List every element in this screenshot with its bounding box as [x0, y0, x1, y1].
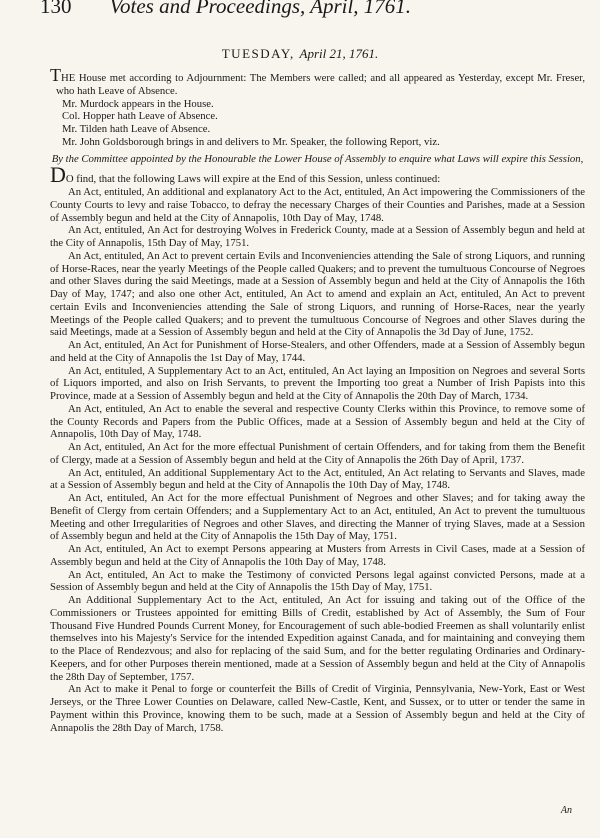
date-value: April 21, 1761.	[299, 46, 379, 61]
law-entry: An Act, entituled, An Act for the more effectual Punishment of Negroes and other Slaves; and for taking away the Benefit of Clergy from certain Offenders; and a Supplementary Act to an Act, entituled, An Act to prevent the tumultuous Meeting and other Irregularities of Negroes and other Slaves, and directing the Manner of trying Slaves, made at a Session of Assembly begun and held at the City of Annapolis the 15th Day of May, 1751.	[50, 492, 585, 543]
drop-cap: T	[50, 65, 61, 85]
running-head	[40, 0, 560, 18]
law-entry: An Act, entituled, A Supplementary Act to an Act, entituled, An Act laying an Imposition on Negroes and several Sorts of Liquors imported, and also on Irish Servants, to prevent the Importing too great a Number of Irish Papists into this Province, made at a Session of Assembly begun and held at the City of Annapolis the 20th Day of March, 1734.	[50, 364, 585, 402]
law-entry: An Act, entituled, An additional and explanatory Act to the Act, entituled, An Act impowering the Commissioners of the County Courts to levy and raise Tobacco, to defray the necessary Charges of their Counties and Parishes, made at a Session of Assembly begun and held at the City of Annapolis, 10th Day of May, 1748.	[50, 186, 585, 224]
opening-paragraph	[50, 65, 585, 98]
attendance-line: Mr. Tilden hath Leave of Absence.	[62, 123, 211, 135]
page-number: 130	[40, 0, 72, 18]
attendance-line: Mr. John Goldsborough brings in and delivers to Mr. Speaker, the following Report, viz.	[62, 135, 440, 148]
law-entry: An Act to make it Penal to forge or counterfeit the Bills of Credit of Virginia, Pennsylvania, New-York, East or West Jerseys, or the Three Lower Counties on Delaware, called New-Castle, Kent, and Sussex, or to utter or tender the same in Payment within this Province, knowing them to be such, made at a Session of Assembly begun and held at the City of Annapolis the 28th Day of March, 1758.	[50, 683, 585, 734]
running-head-title: Votes and Proceedings, April, 1761.	[109, 0, 412, 18]
law-entry: An Act, entituled, An Act for destroying Wolves in Frederick County, made at a Session of Assembly begun and held at the City of Annapolis, 15th Day of May, 1751.	[50, 224, 585, 249]
attendance-line: Mr. Murdock appears in the House.	[62, 97, 214, 110]
opening-text: HE House met according to Adjournment: The Members were called; and all appeared as Yesterday, except Mr. Freser, who hath Leave of Absence.	[56, 72, 585, 97]
report-intro	[50, 162, 585, 188]
law-entry: An Act, entituled, An Act to exempt Persons appearing at Musters from Arrests in Civil Cases, made at a Session of Assembly begun and held at the City of Annapolis the 10th Day of May, 1748.	[50, 543, 585, 568]
law-entry: An Act, entituled, An Act to prevent certain Evils and Inconveniencies attending the Sale of strong Liquors, and running of Horse-Races, near the yearly Meetings of the People called Quakers; and to prevent the tumultuous Concourse of Negroes and other Slaves during the said Meetings, made at a Session of Assembly begun and held at the City of Annapolis the 16th Day of May, 1747; and also one other Act, entituled, An Act to amend and explain an Act, entituled, An Act to prevent certain Evils and Inconveniencies attending the Sale of strong Liquors, and running of Horse-Races, near the yearly Meetings of the People called Quakers; and to prevent the tumultuous Concourse of Negroes and other Slaves during the said Meetings, made at a Session of Assembly begun and held at the City of Annapolis the 3d Day of June, 1752.	[50, 249, 585, 339]
drop-cap: D	[50, 162, 66, 188]
proceedings-body	[50, 65, 585, 734]
catchword: An	[560, 805, 572, 816]
date-heading	[0, 46, 600, 62]
report-heading: By the Committee appointed by the Honourable the Lower House of Assembly to enquire what Laws will expire this Session,	[51, 152, 584, 165]
law-entry: An Act, entituled, An additional Supplementary Act to the Act, entituled, An Act relating to Servants and Slaves, made at a Session of Assembly begun and held at the City of Annapolis the 10th Day of May, 1748.	[50, 466, 585, 492]
law-entry: An Act, entituled, An Act for Punishment of Horse-Stealers, and other Offenders, made at a Session of Assembly begun and held at the City of Annapolis the 1st Day of May, 1744.	[50, 339, 585, 364]
date-weekday: TUESDAY,	[221, 46, 295, 61]
attendance-line: Col. Hopper hath Leave of Absence.	[62, 110, 218, 123]
law-entry: An Act, entituled, An Act to enable the several and respective County Clerks within this Province, to remove some of the County Records and Papers from the Public Offices, made at a Session of Assembly begun and held at the City of Annapolis, 10th Day of May, 1748.	[50, 402, 585, 441]
report-intro-text: O find, that the following Laws will expire at the End of this Session, unless continued:	[65, 173, 441, 186]
law-entry: An Act, entituled, An Act to make the Testimony of convicted Persons legal against convicted Persons, made at a Session of Assembly begun and held at the City of Annapolis the 15th Day of May, 1751.	[50, 568, 585, 594]
law-entry: An Act, entituled, An Act for the more effectual Punishment of certain Offenders, and for taking from them the Benefit of Clergy, made at a Session of Assembly begun and held at the City of Annapolis the 26th Day of April, 1737.	[50, 441, 585, 466]
law-entry: An Additional Supplementary Act to the Act, entituled, An Act for issuing and taking out of the Office of the Commissioners or Trustees appointed for emitting Bills of Credit, established by Act of Assembly, the Sum of Four Thousand Five Hundred Pounds Current Money, for Encouragement of such able-bodied Freemen as shall voluntarily enlist themselves into his Majesty's Service for the intended Expedition against Canada, and for maintaining and conveying them to the Place of Rendezvous; and also for replacing of the said Sum, and for the better regulating Ordinaries and Ordinary-Keepers, and for other Purposes therein mentioned, made at a Session of Assembly begun and held at the City of Annapolis the 28th Day of September, 1757.	[50, 594, 585, 683]
